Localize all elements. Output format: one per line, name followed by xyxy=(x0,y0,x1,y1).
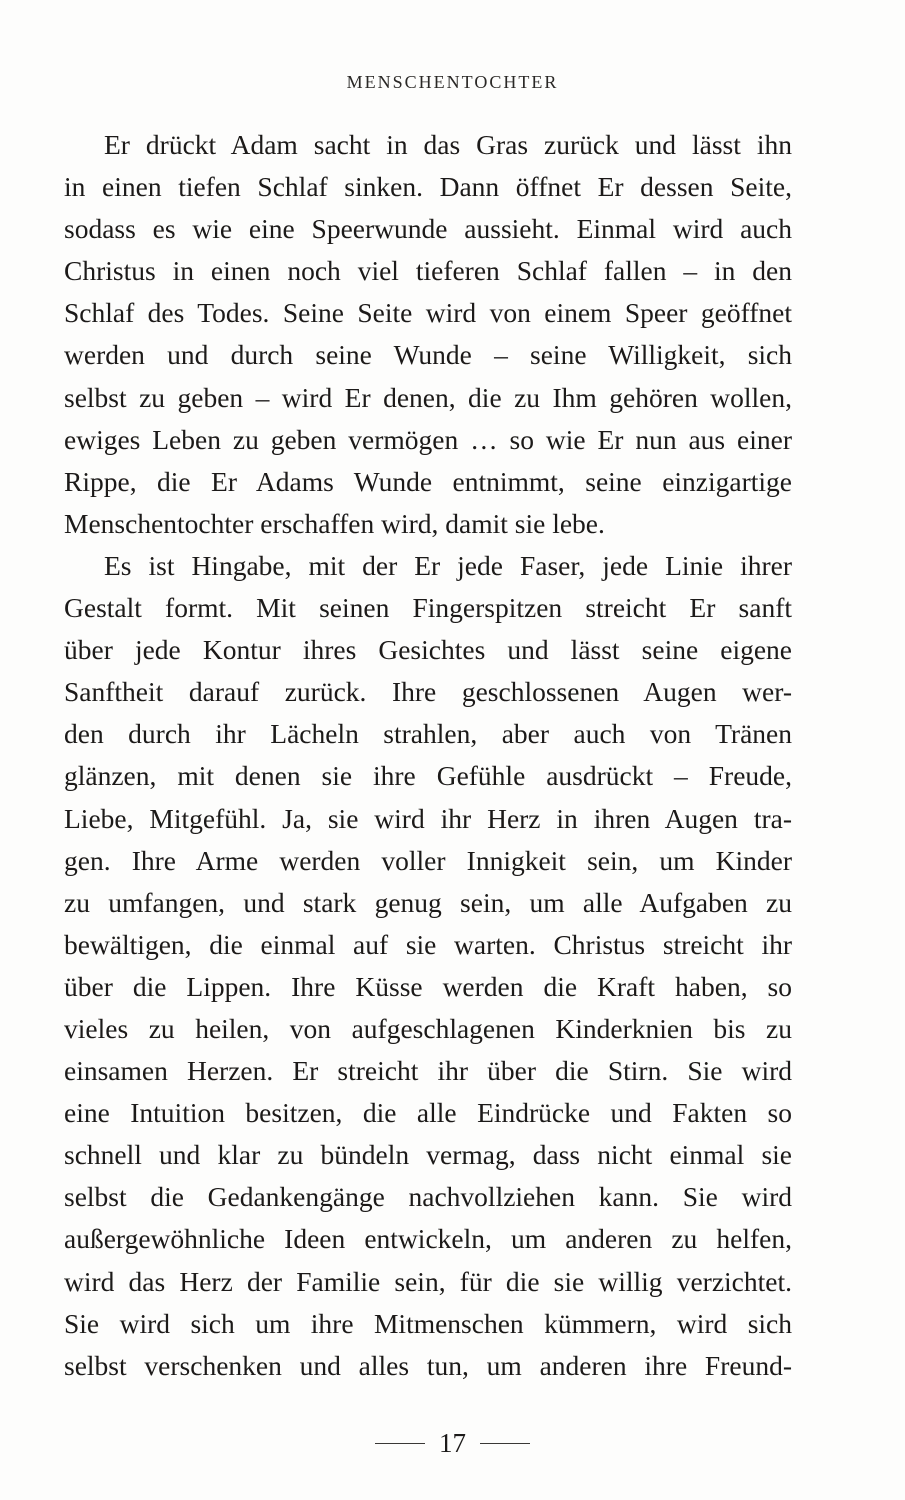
text-line: eine Intuition besitzen, die alle Eindrücke und Fakten so xyxy=(64,1097,792,1129)
body-text xyxy=(64,124,792,1387)
text-line: Menschentochter erschaffen wird, damit sie lebe. xyxy=(64,507,605,539)
text-line: sodass es wie eine Speerwunde aussieht. Einmal wird auch xyxy=(64,213,792,245)
text-line: Sie wird sich um ihre Mitmenschen kümmern, wird sich xyxy=(64,1307,792,1339)
text-line: Es ist Hingabe, mit der Er jede Faser, jede Linie ihrer xyxy=(104,549,792,581)
text-line: wird das Herz der Familie sein, für die sie willig verzichtet. xyxy=(64,1265,792,1297)
paragraph-1 xyxy=(64,124,792,545)
text-line: zu umfangen, und stark genug sein, um alle Aufgaben zu xyxy=(64,886,792,918)
folio-rule-left xyxy=(375,1443,425,1444)
text-line: Christus in einen noch viel tieferen Schlaf fallen – in den xyxy=(64,255,792,287)
text-line: Liebe, Mitgefühl. Ja, sie wird ihr Herz in ihren Augen tra- xyxy=(64,802,792,834)
page-footer xyxy=(0,1428,905,1459)
text-line: Sanftheit darauf zurück. Ihre geschlossenen Augen wer- xyxy=(64,676,792,708)
running-head: MENSCHENTOCHTER xyxy=(346,72,559,92)
text-line: bewältigen, die einmal auf sie warten. Christus streicht ihr xyxy=(64,928,792,960)
text-line: Gestalt formt. Mit seinen Fingerspitzen streicht Er sanft xyxy=(64,592,792,624)
text-line: selbst zu geben – wird Er denen, die zu Ihm gehören wollen, xyxy=(64,381,792,413)
text-line: über jede Kontur ihres Gesichtes und lässt seine eigene xyxy=(64,634,792,666)
text-line: gen. Ihre Arme werden voller Innigkeit sein, um Kinder xyxy=(64,844,792,876)
text-line: selbst die Gedankengänge nachvollziehen kann. Sie wird xyxy=(64,1181,792,1213)
text-line: schnell und klar zu bündeln vermag, dass nicht einmal sie xyxy=(64,1139,792,1171)
text-line: den durch ihr Lächeln strahlen, aber auch von Tränen xyxy=(64,718,792,750)
page-number: 17 xyxy=(439,1428,466,1458)
text-line: in einen tiefen Schlaf sinken. Dann öffnet Er dessen Seite, xyxy=(64,171,792,203)
text-line: vieles zu heilen, von aufgeschlagenen Kinderknien bis zu xyxy=(64,1012,792,1044)
text-line: einsamen Herzen. Er streicht ihr über die Stirn. Sie wird xyxy=(64,1055,792,1087)
text-line: Er drückt Adam sacht in das Gras zurück und lässt ihn xyxy=(104,129,792,160)
paragraph-2 xyxy=(64,545,792,1387)
text-line: über die Lippen. Ihre Küsse werden die Kraft haben, so xyxy=(64,970,792,1002)
text-line: selbst verschenken und alles tun, um anderen ihre Freund- xyxy=(64,1349,792,1381)
text-line: werden und durch seine Wunde – seine Willigkeit, sich xyxy=(64,339,792,371)
folio-rule-right xyxy=(480,1443,530,1444)
text-line: ewiges Leben zu geben vermögen … so wie Er nun aus einer xyxy=(64,423,792,455)
text-line: Schlaf des Todes. Seine Seite wird von einem Speer geöffnet xyxy=(64,297,792,329)
text-line: außergewöhnliche Ideen entwickeln, um anderen zu helfen, xyxy=(64,1223,792,1255)
text-line: Rippe, die Er Adams Wunde entnimmt, seine einzigartige xyxy=(64,465,792,497)
text-line: glänzen, mit denen sie ihre Gefühle ausdrückt – Freude, xyxy=(64,760,792,792)
